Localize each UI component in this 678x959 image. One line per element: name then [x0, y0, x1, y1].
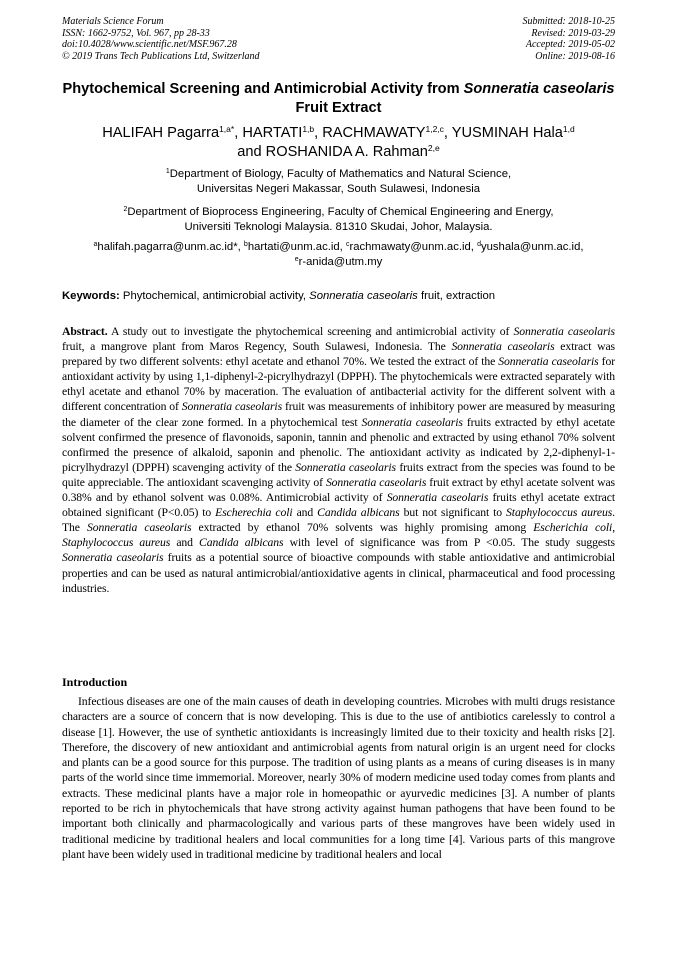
keywords-label: Keywords: [62, 290, 120, 302]
abstract [62, 324, 615, 596]
abstract-species: Staphylococcus aureus [506, 506, 613, 520]
affiliation-line: Department of Biology, Faculty of Mathematics and Natural Science, [169, 168, 512, 180]
journal-issn: ISSN: 1662-9752, Vol. 967, pp 28-33 [62, 27, 210, 39]
abstract-species: Sonneratia caseolaris [386, 491, 489, 505]
abstract-species: Candida albicans [199, 536, 284, 550]
introduction-paragraph: Infectious diseases are one of the main causes of death in developing countries. Microbes with multi drugs resistance characters are a source of concern that is now developing. This is due to the use of antibiotics carelessly to control a disease [1]. However, the use of synthetic antioxidants is increasingly limited due to their toxicity and health risks [2]. Therefore, the discovery of new antioxidant and antimicrobial agents from natural origin is an urgent need for clocks and plants can be a good source for this purpose. The tradition of using plants as a means of curing diseases is in many parts of the world since time immemorial. Moreover, nearly 30% of modern medicine used today comes from plants and extracts. These medicinal plants have a major role in homeopathic or ayurvedic medicines [3]. A number of plants reported to be rich in phytochemicals that have strong activity against human pathogens that have been found to be important both clinically and pharmacologically and various parts of these mangroves have been widely used in traditional medicine by traditional healers and local communities for a long time [4]. Various parts of this mangrove plant have been widely used in traditional medicine by traditional healers and local [62, 695, 615, 861]
abstract-text: fruits as a potential source of bioactive compounds with stable antioxidative and antimicrobial properties and can be used as natural antimicrobial/antioxidative agents in clinical, pharmaceutical and food processing industries. [62, 551, 615, 595]
email-sup: e [294, 256, 299, 264]
affiliation-sup: 2 [123, 206, 128, 213]
abstract-text: fruits extracted by ethyl acetate solvent confirmed the presence of flavonoids, saponin, tannin and phenolic and extracted by using ethanol 70% solvent confirmed the presence of alkaloid, saponin and phenolic. The antioxidant activity as indicated by 2,2-diphenyl-1-picrylhydrazyl (DPPH) scavenging activity of the [62, 415, 615, 474]
abstract-text: with level of significance was from P <0.05. The study suggests [283, 536, 615, 550]
author-list: HALIFAH Pagarra$^{1,a*}$, HARTATI$^{1,b}$, RACHMAWATY$^{1,2,c}$, YUSMINAH Hala$^{1,d}$ and ROSHANIDA A. Rahman$^{2,e}$ [102, 124, 575, 160]
publication-dates [523, 16, 616, 62]
abstract-text: and [170, 536, 200, 550]
email-sup: c [345, 241, 350, 248]
author-name: YUSMINAH Hala [451, 125, 563, 141]
affiliation-line: Universitas Negeri Makassar, South Sulawesi, Indonesia [196, 183, 481, 196]
affiliation-2 [62, 205, 615, 235]
section-heading: Introduction [62, 675, 128, 689]
keywords-species: Sonneratia caseolaris [309, 290, 418, 302]
journal-name: Materials Science Forum [62, 16, 164, 27]
abstract-text: extracted by ethanol 70% solvents was highly promising among [191, 521, 534, 535]
email-address[interactable]: yushala@unm.ac.id [480, 241, 581, 253]
abstract-species: Sonneratia caseolaris [62, 551, 164, 565]
keywords-text: Phytochemical, antimicrobial activity, [119, 290, 310, 302]
abstract-text: . The [62, 506, 615, 535]
abstract-text: extract was prepared by two different solvents: ethyl acetate and ethanol 70%. We tested the extract of the [62, 340, 615, 369]
date-online: Online: 2019-08-16 [535, 50, 615, 62]
title-part-1: Phytochemical Screening and Antimicrobial Activity from [62, 81, 464, 97]
author-sup: 1,a* [219, 124, 235, 134]
abstract-species: Escherechia coli [215, 506, 293, 520]
email-sup: a [93, 241, 98, 248]
abstract-species: Sonneratia caseolaris [498, 355, 599, 369]
author-name: HALIFAH Pagarra [102, 125, 220, 141]
title-species: Sonneratia caseolaris [463, 81, 615, 97]
abstract-text: fruit extract by ethyl acetate solvent was 0.38% and by ethanol solvent was 0.08%. Antimicrobial activity of [62, 475, 615, 505]
abstract-text: fruit was measurements of inhibitory power are measured by measuring the diameter of the clear zone formed. In a phytochemical test [62, 400, 615, 429]
journal-info [62, 16, 260, 62]
date-revised: Revised: 2019-03-29 [531, 27, 615, 39]
affiliation-line: Universiti Teknologi Malaysia. 81310 Skudai, Johor, Malaysia. [184, 221, 493, 234]
author-sup: 2,e [427, 142, 440, 153]
email-sup: b [243, 241, 248, 248]
email-sup: d [477, 241, 481, 248]
author-sup: 1,d [562, 124, 575, 134]
affiliation-1 [62, 167, 615, 197]
abstract-species: Escherichia coli [533, 521, 613, 535]
abstract-species: Sonneratia caseolaris [513, 325, 615, 338]
abstract-text: for antioxidant activity by using 1,1-diphenyl-2-picrylhydrazyl (DPPH). The phytochemicals were extracted separately with ethyl acetate and ethanol 70% by maceration. The evaluation of antibacterial activity for the different solvent with a different concentration of [62, 355, 615, 414]
email-address[interactable]: hartati@unm.ac.id [247, 241, 340, 253]
affiliation-sup: 1 [165, 168, 170, 175]
abstract-species: Candida albicans [317, 506, 400, 520]
abstract-text: , [612, 521, 616, 535]
abstract-species: Sonneratia caseolaris [86, 521, 192, 535]
email-address[interactable]: halifah.pagarra@unm.ac.id* [97, 241, 238, 253]
author-name: RACHMAWATY [322, 125, 426, 141]
abstract-text: fruit, a mangrove plant from Maros Regency, South Sulawesi, Indonesia. The [62, 340, 452, 354]
journal-doi: doi:10.4028/www.scientific.net/MSF.967.28 [62, 39, 237, 51]
affiliation-line: Department of Bioprocess Engineering, Faculty of Chemical Engineering and Energy, [127, 206, 554, 218]
abstract-species: Sonneratia caseolaris [451, 340, 555, 354]
abstract-species: Sonneratia caseolaris [361, 415, 463, 429]
paper-title [62, 80, 615, 117]
email-list: $^a$halifah.pagarra@unm.ac.id*, $^b$hartati@unm.ac.id, $^c$rachmawaty@unm.ac.id, $^d$yushala@unm.ac.id, $^e$r-anida@utm.my [93, 241, 584, 269]
author-name: HARTATI [242, 125, 303, 141]
keywords [62, 289, 615, 304]
abstract-body [62, 325, 615, 595]
journal-copyright: © 2019 Trans Tech Publications Ltd, Switzerland [62, 50, 260, 62]
abstract-text: but not significant to [399, 506, 507, 520]
author-name: ROSHANIDA A. Rahman [265, 143, 428, 160]
title-part-2: Fruit Extract [295, 99, 382, 116]
email-address[interactable]: r-anida@utm.my [298, 256, 383, 269]
abstract-species: Sonneratia caseolaris [295, 460, 396, 474]
author-sup: 1,2,c [425, 124, 444, 134]
abstract-label: Abstract. [62, 325, 108, 338]
date-submitted: Submitted: 2018-10-25 [522, 16, 615, 27]
date-accepted: Accepted: 2019-05-02 [525, 39, 615, 51]
abstract-text: fruits extract from the species was found to be quite appreciable. The antioxidant scavenging activity of [62, 460, 615, 489]
abstract-species: Sonneratia caseolaris [325, 475, 427, 489]
abstract-species: Staphylococcus aureus [62, 536, 171, 550]
abstract-text: and [292, 506, 318, 520]
abstract-text: fruits ethyl acetate extract obtained significant (P<0.05) to [62, 491, 615, 520]
abstract-species: Sonneratia caseolaris [181, 400, 283, 414]
author-sup: 1,b [302, 124, 315, 134]
keywords-text: fruit, extraction [417, 290, 496, 302]
email-address[interactable]: rachmawaty@unm.ac.id [349, 241, 471, 253]
abstract-text: A study out to investigate the phytochemical screening and antimicrobial activity of [107, 325, 514, 338]
